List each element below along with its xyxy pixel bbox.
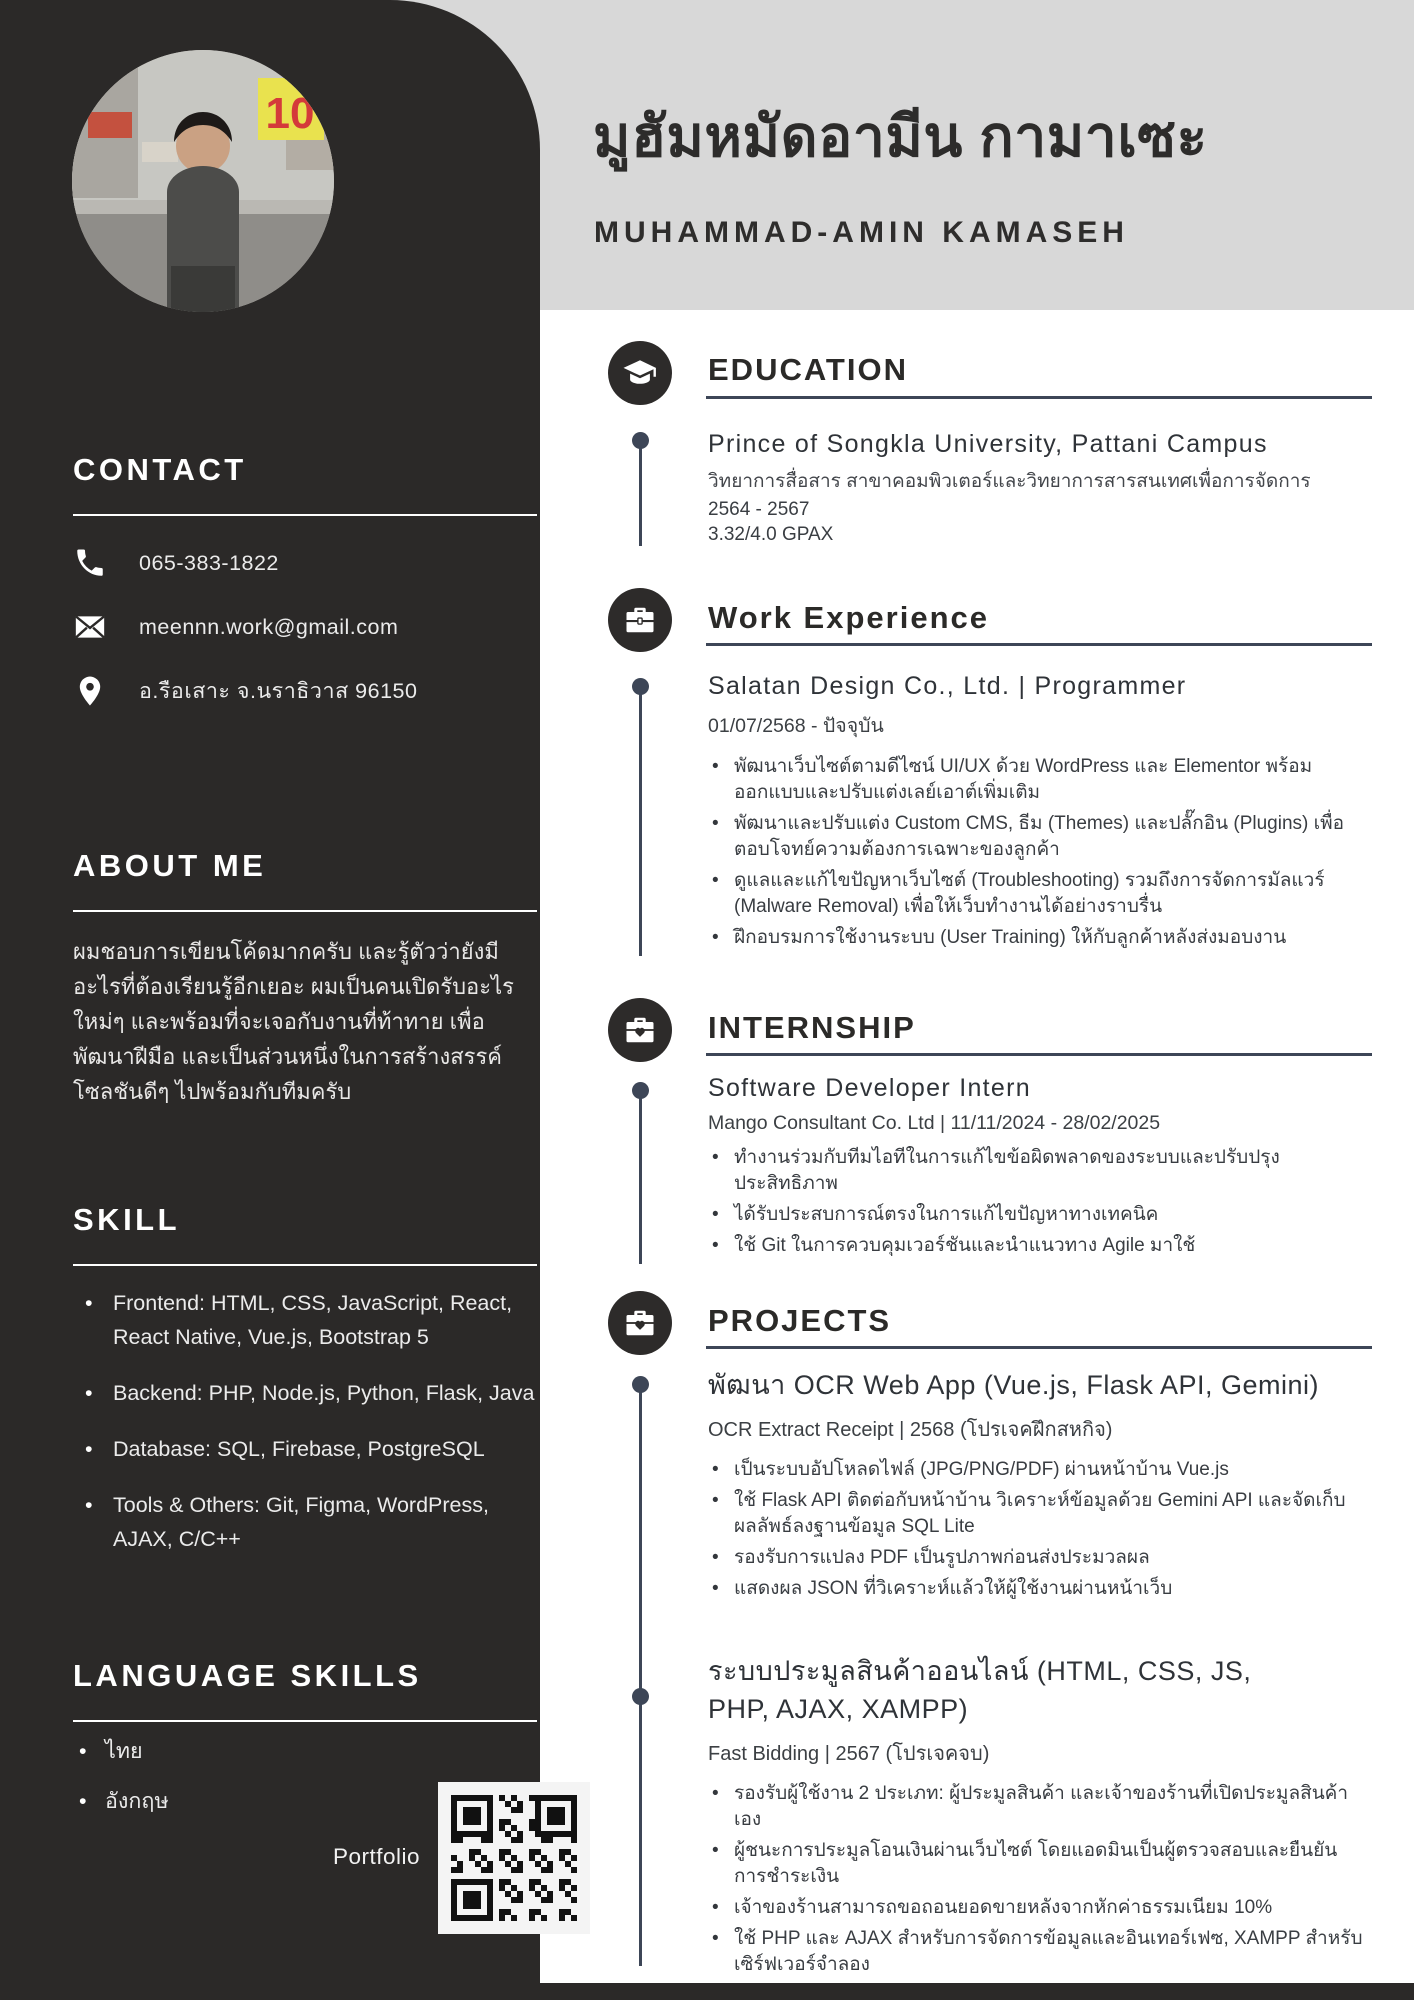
skill-item: • Backend: PHP, Node.js, Python, Flask, Java [73, 1376, 537, 1410]
project1-bullet: • แสดงผล JSON ที่วิเคราะห์แล้วให้ผู้ใช้งานผ่านหน้าเว็บ [708, 1576, 1364, 1602]
education-gpax: 3.32/4.0 GPAX [708, 524, 834, 545]
qr-code-graphic [451, 1795, 577, 1921]
portfolio-label: Portfolio [332, 1844, 420, 1869]
education-icon [608, 341, 672, 405]
skill-section [73, 1202, 537, 1578]
language-item: • อังกฤษ [73, 1784, 537, 1818]
work-bullet: • ฝึกอบรมการใช้งานระบบ (User Training) ให้กับลูกค้าหลังส่งมอบงาน [708, 925, 1364, 951]
project-entry-2 [708, 1652, 1364, 1983]
skill-divider [73, 1264, 537, 1266]
project1-bullets [708, 1457, 1364, 1602]
contact-email: meennn.work@gmail.com [139, 614, 399, 639]
internship-heading: INTERNSHIP [708, 1010, 916, 1045]
projects-heading: PROJECTS [708, 1303, 892, 1338]
briefcase-heart-icon [622, 1012, 658, 1048]
work-bullet: • พัฒนาและปรับแต่ง Custom CMS, ธีม (Themes) และปลั๊กอิน (Plugins) เพื่อตอบโจทย์ความต้องการเฉพาะของลูกค้า [708, 811, 1364, 863]
phone-icon [73, 546, 107, 580]
education-program: วิทยาการสื่อสาร สาขาคอมพิวเตอร์และวิทยาการสารสนเทศเพื่อการจัดการ [708, 471, 1311, 492]
project2-bullet: • รองรับผู้ใช้งาน 2 ประเภท: ผู้ประมูลสินค้า และเจ้าของร้านที่เปิดประมูลสินค้าเอง [708, 1781, 1364, 1833]
internship-icon [608, 998, 672, 1062]
contact-address-row [73, 674, 537, 708]
work-bullets [708, 754, 1364, 951]
portfolio-qr-code [438, 1782, 590, 1934]
project-entry-1 [708, 1366, 1364, 1607]
location-pin-icon [73, 674, 107, 708]
about-heading: ABOUT ME [73, 848, 267, 883]
skill-item: • Tools & Others: Git, Figma, WordPress, AJAX, C/C++ [73, 1488, 537, 1556]
work-bullet: • พัฒนาเว็บไซต์ตามดีไซน์ UI/UX ด้วย WordPress และ Elementor พร้อมออกแบบและปรับแต่งเลย์เอาต์เพิ่มเติม [708, 754, 1364, 806]
about-section [73, 848, 537, 1109]
internship-timeline-line [639, 1092, 642, 1264]
skill-heading: SKILL [73, 1202, 181, 1237]
work-entry [708, 672, 1364, 956]
internship-bullet: • ใช้ Git ในการควบคุมเวอร์ชันและนำแนวทาง Agile มาใช้ [708, 1233, 1364, 1259]
contact-address: อ.รือเสาะ จ.นราธิวาส 96150 [139, 679, 418, 703]
work-underline [706, 643, 1372, 646]
internship-bullet: • ทำงานร่วมกับทีมไอทีในการแก้ไขข้อผิดพลาดของระบบและปรับปรุงประสิทธิภาพ [708, 1145, 1364, 1197]
internship-underline [706, 1053, 1372, 1056]
internship-bullets [708, 1145, 1364, 1259]
project2-bullet: • ใช้ PHP และ AJAX สำหรับการจัดการข้อมูลและอินเทอร์เฟซ, XAMPP สำหรับเซิร์ฟเวอร์จำลอง [708, 1926, 1364, 1978]
internship-entry [708, 1074, 1364, 1264]
name-english: MUHAMMAD-AMIN KAMASEH [594, 216, 1129, 249]
profile-photo [72, 50, 334, 312]
work-period: 01/07/2568 - ปัจจุบัน [708, 715, 884, 737]
contact-email-row [73, 610, 537, 644]
education-heading: EDUCATION [708, 352, 908, 387]
projects-timeline-line [639, 1386, 642, 1966]
footer-bar [0, 1983, 1414, 2000]
contact-heading: CONTACT [73, 452, 247, 487]
work-timeline-line [639, 688, 642, 956]
contact-phone: 065-383-1822 [139, 550, 279, 575]
skill-list [73, 1286, 537, 1556]
projects-icon [608, 1291, 672, 1355]
language-divider [73, 1720, 537, 1722]
project1-subtitle: OCR Extract Receipt | 2568 (โปรเจคฝึกสหกิจ) [708, 1419, 1113, 1441]
project2-bullets [708, 1781, 1364, 1978]
contact-divider [73, 514, 537, 516]
project2-name: ระบบประมูลสินค้าออนไลน์ (HTML, CSS, JS, PHP, AJAX, XAMPP) [708, 1656, 1252, 1724]
project1-bullet: • เป็นระบบอัปโหลดไฟล์ (JPG/PNG/PDF) ผ่านหน้าบ้าน Vue.js [708, 1457, 1364, 1483]
work-bullet: • ดูแลและแก้ไขปัญหาเว็บไซต์ (Troubleshooting) รวมถึงการจัดการมัลแวร์ (Malware Removal) เพื่อให้เว็บทำงานได้อย่างราบรื่น [708, 868, 1364, 920]
education-years: 2564 - 2567 [708, 499, 810, 520]
graduation-cap-icon [622, 355, 658, 391]
education-timeline-line [639, 442, 642, 546]
contact-phone-row [73, 546, 537, 580]
name-thai: มูฮัมหมัดอามีน กามาเซะ [593, 105, 1208, 169]
project1-bullet: • รองรับการแปลง PDF เป็นรูปภาพก่อนส่งประมวลผล [708, 1545, 1364, 1571]
work-position: Salatan Design Co., Ltd. | Programmer [708, 672, 1187, 700]
svg-text:10: 10 [265, 89, 315, 138]
education-school: Prince of Songkla University, Pattani Campus [708, 430, 1268, 458]
sidebar [0, 0, 540, 2000]
education-entry [708, 430, 1364, 546]
profile-photo-illustration [72, 50, 334, 312]
contact-section [73, 452, 537, 708]
language-heading: LANGUAGE SKILLS [73, 1658, 422, 1693]
work-icon [608, 588, 672, 652]
internship-bullet: • ได้รับประสบการณ์ตรงในการแก้ไขปัญหาทางเทคนิค [708, 1202, 1364, 1228]
skill-item: • Database: SQL, Firebase, PostgreSQL [73, 1432, 537, 1466]
about-text: ผมชอบการเขียนโค้ดมากครับ และรู้ตัวว่ายังมีอะไรที่ต้องเรียนรู้อีกเยอะ ผมเป็นคนเปิดรับอะไรใหม่ๆ และพร้อมที่จะเจอกับงานที่ท้าทาย เพื่อพัฒนาฝีมือ และเป็นส่วนหนึ่งในการสร้างสรรค์โซลชันดีๆ ไปพร้อมกับทีมครับ [73, 939, 514, 1104]
project1-name: พัฒนา OCR Web App (Vue.js, Flask API, Gemini) [708, 1370, 1319, 1400]
briefcase-heart-icon [622, 1305, 658, 1341]
briefcase-icon [622, 602, 658, 638]
project2-bullet: • ผู้ชนะการประมูลโอนเงินผ่านเว็บไซต์ โดยแอดมินเป็นผู้ตรวจสอบและยืนยันการชำระเงิน [708, 1838, 1364, 1890]
project2-subtitle: Fast Bidding | 2567 (โปรเจคจบ) [708, 1743, 990, 1765]
internship-position: Software Developer Intern [708, 1074, 1031, 1102]
skill-item: • Frontend: HTML, CSS, JavaScript, React, React Native, Vue.js, Bootstrap 5 [73, 1286, 537, 1354]
project1-bullet: • ใช้ Flask API ติดต่อกับหน้าบ้าน วิเคราะห์ข้อมูลด้วย Gemini API และจัดเก็บผลลัพธ์ลงฐานข้อมูล SQL Lite [708, 1488, 1364, 1540]
project2-timeline-dot [632, 1688, 649, 1705]
language-item: • ไทย [73, 1734, 537, 1768]
about-divider [73, 910, 537, 912]
projects-underline [706, 1346, 1372, 1349]
project2-bullet: • เจ้าของร้านสามารถขอถอนยอดขายหลังจากหักค่าธรรมเนียม 10% [708, 1895, 1364, 1921]
internship-company-period: Mango Consultant Co. Ltd | 11/11/2024 - 28/02/2025 [708, 1112, 1161, 1134]
email-icon [73, 610, 107, 644]
education-underline [706, 396, 1372, 399]
work-heading: Work Experience [708, 600, 989, 635]
